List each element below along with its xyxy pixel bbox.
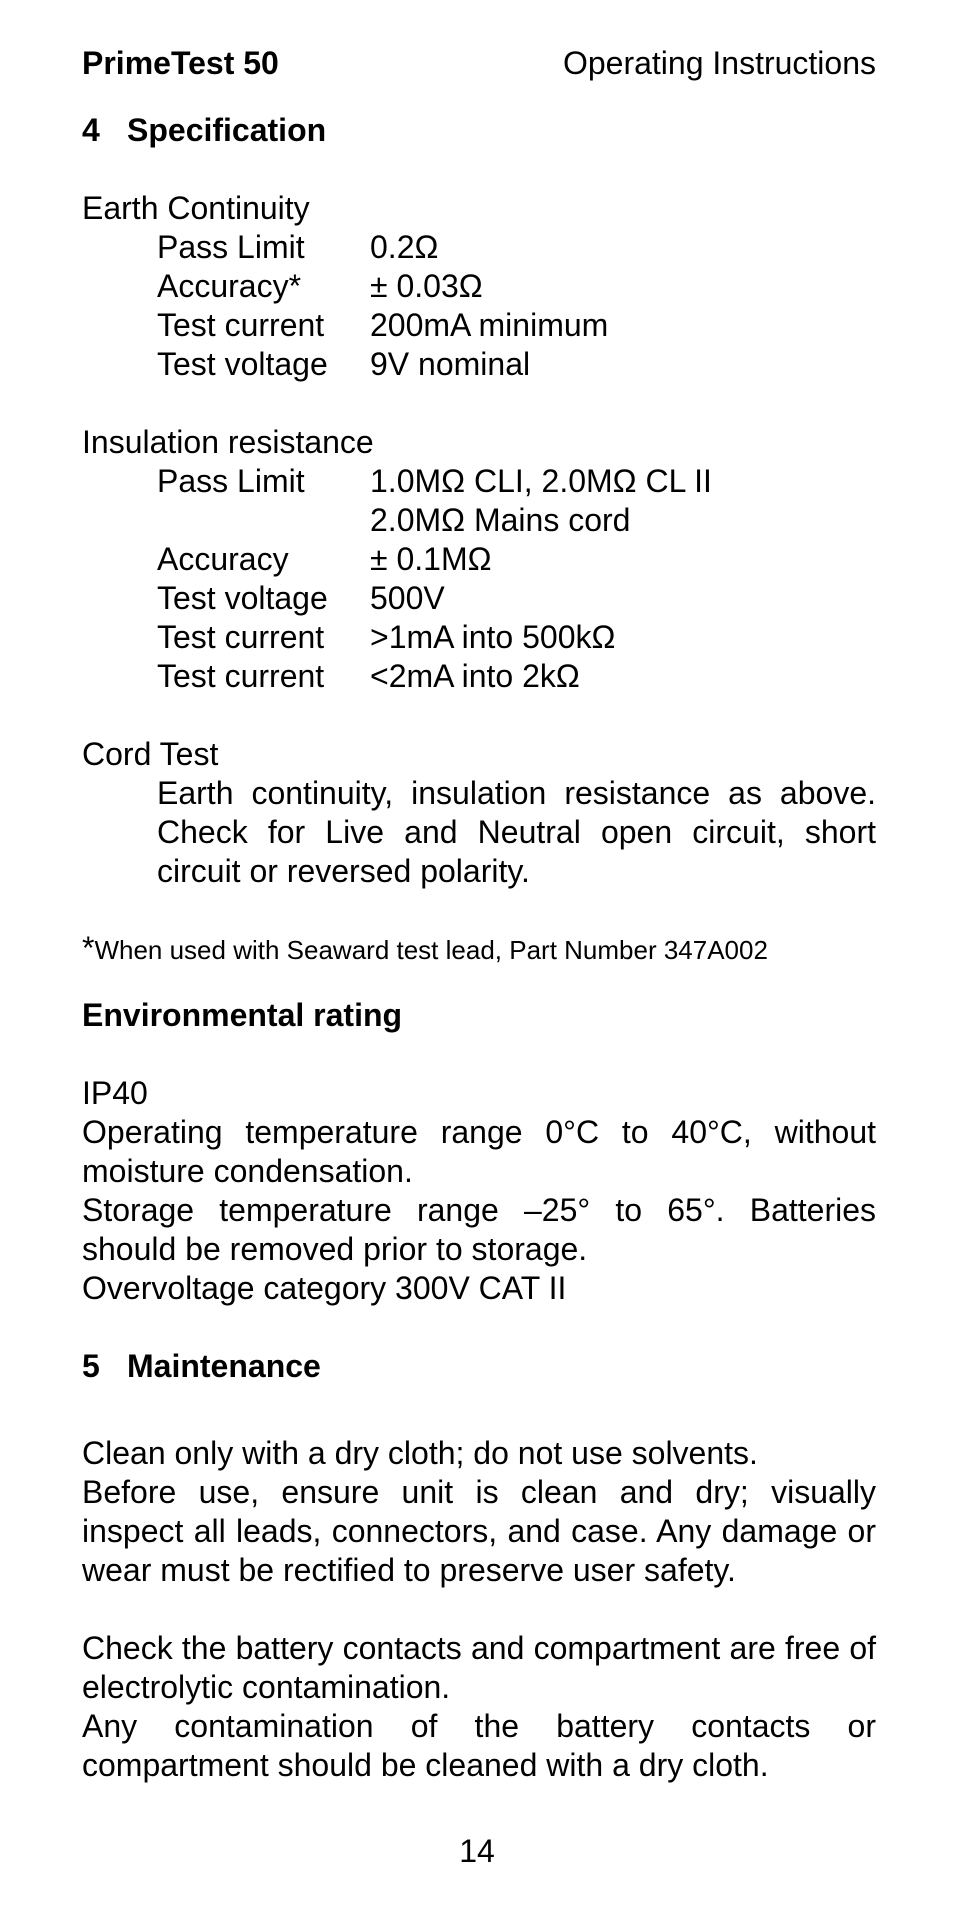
inspection-instruction: Before use, ensure unit is clean and dry; visually inspect all leads, connectors, and case. Any damage or wear must be rectified to preserve user safety.: [82, 1474, 876, 1588]
spec-label: [157, 501, 370, 540]
battery-check-instruction: Check the battery contacts and compartment are free of electrolytic contamination.: [82, 1630, 876, 1705]
operating-temperature: Operating temperature range 0°C to 40°C, without moisture condensation.: [82, 1114, 876, 1189]
spec-value: 200mA minimum: [370, 307, 609, 343]
cord-test-group: [82, 735, 876, 891]
spec-label: Test current: [157, 307, 325, 343]
page-number: 14: [459, 1833, 495, 1869]
spec-row: [82, 228, 876, 267]
insulation-resistance-title: Insulation resistance: [82, 424, 374, 460]
spec-row: [82, 306, 876, 345]
spec-row: [82, 267, 876, 306]
spec-row: [82, 657, 876, 696]
contamination-instruction: Any contamination of the battery contacts or compartment should be cleaned with a dry cloth.: [82, 1708, 876, 1783]
footnote-text: When used with Seaward test lead, Part Number 347A002: [94, 935, 768, 965]
spec-label: Accuracy*: [157, 268, 302, 304]
spec-label: Pass Limit: [157, 463, 305, 499]
spec-label: Pass Limit: [157, 229, 305, 265]
spec-label: Test voltage: [157, 346, 328, 382]
overvoltage-category: Overvoltage category 300V CAT II: [82, 1270, 567, 1306]
spec-row: [82, 462, 876, 501]
spec-value: 0.2Ω: [370, 229, 439, 265]
earth-continuity-title: Earth Continuity: [82, 190, 310, 226]
cord-test-title: Cord Test: [82, 736, 219, 772]
footnote: [82, 930, 876, 968]
cord-test-description: Earth continuity, insulation resistance as above. Check for Live and Neutral open circuit, short circuit or reversed polarity.: [157, 775, 876, 889]
spec-row: [82, 540, 876, 579]
spec-label: Test current: [157, 658, 325, 694]
cleaning-instruction: Clean only with a dry cloth; do not use solvents.: [82, 1435, 758, 1471]
spec-value: ± 0.03Ω: [370, 268, 483, 304]
spec-label: Accuracy: [157, 541, 289, 577]
spec-row: [82, 618, 876, 657]
spec-label: Test voltage: [157, 580, 328, 616]
document-title: Operating Instructions: [562, 45, 876, 81]
spec-value: 2.0MΩ Mains cord: [370, 502, 631, 538]
section-heading-maintenance: [82, 1347, 876, 1386]
spec-value: ± 0.1MΩ: [370, 541, 492, 577]
spec-row: [82, 501, 876, 540]
page-header: [82, 44, 876, 83]
environmental-rating-heading: Environmental rating: [82, 997, 403, 1033]
maintenance-body-2: [82, 1629, 876, 1785]
section-title: Specification: [127, 112, 327, 148]
maintenance-body-1: [82, 1434, 876, 1590]
section-number: 5: [82, 1348, 100, 1384]
earth-continuity-group: [82, 189, 876, 384]
ip-rating: IP40: [82, 1075, 148, 1111]
spec-value: <2mA into 2kΩ: [370, 658, 580, 694]
section-heading-specification: [82, 111, 876, 150]
footnote-marker: *: [82, 930, 95, 966]
section-title: Maintenance: [127, 1348, 321, 1384]
spec-label: Test current: [157, 619, 325, 655]
spec-row: [82, 579, 876, 618]
environmental-rating-body: [82, 1074, 876, 1308]
storage-temperature: Storage temperature range –25° to 65°. Batteries should be removed prior to storage.: [82, 1192, 876, 1267]
section-number: 4: [82, 112, 100, 148]
spec-value: 500V: [370, 580, 445, 616]
spec-value: 1.0MΩ CLI, 2.0MΩ CL II: [370, 463, 712, 499]
insulation-resistance-group: [82, 423, 876, 696]
spec-row: [82, 345, 876, 384]
product-name: PrimeTest 50: [82, 45, 279, 81]
spec-value: 9V nominal: [370, 346, 531, 382]
spec-value: >1mA into 500kΩ: [370, 619, 616, 655]
